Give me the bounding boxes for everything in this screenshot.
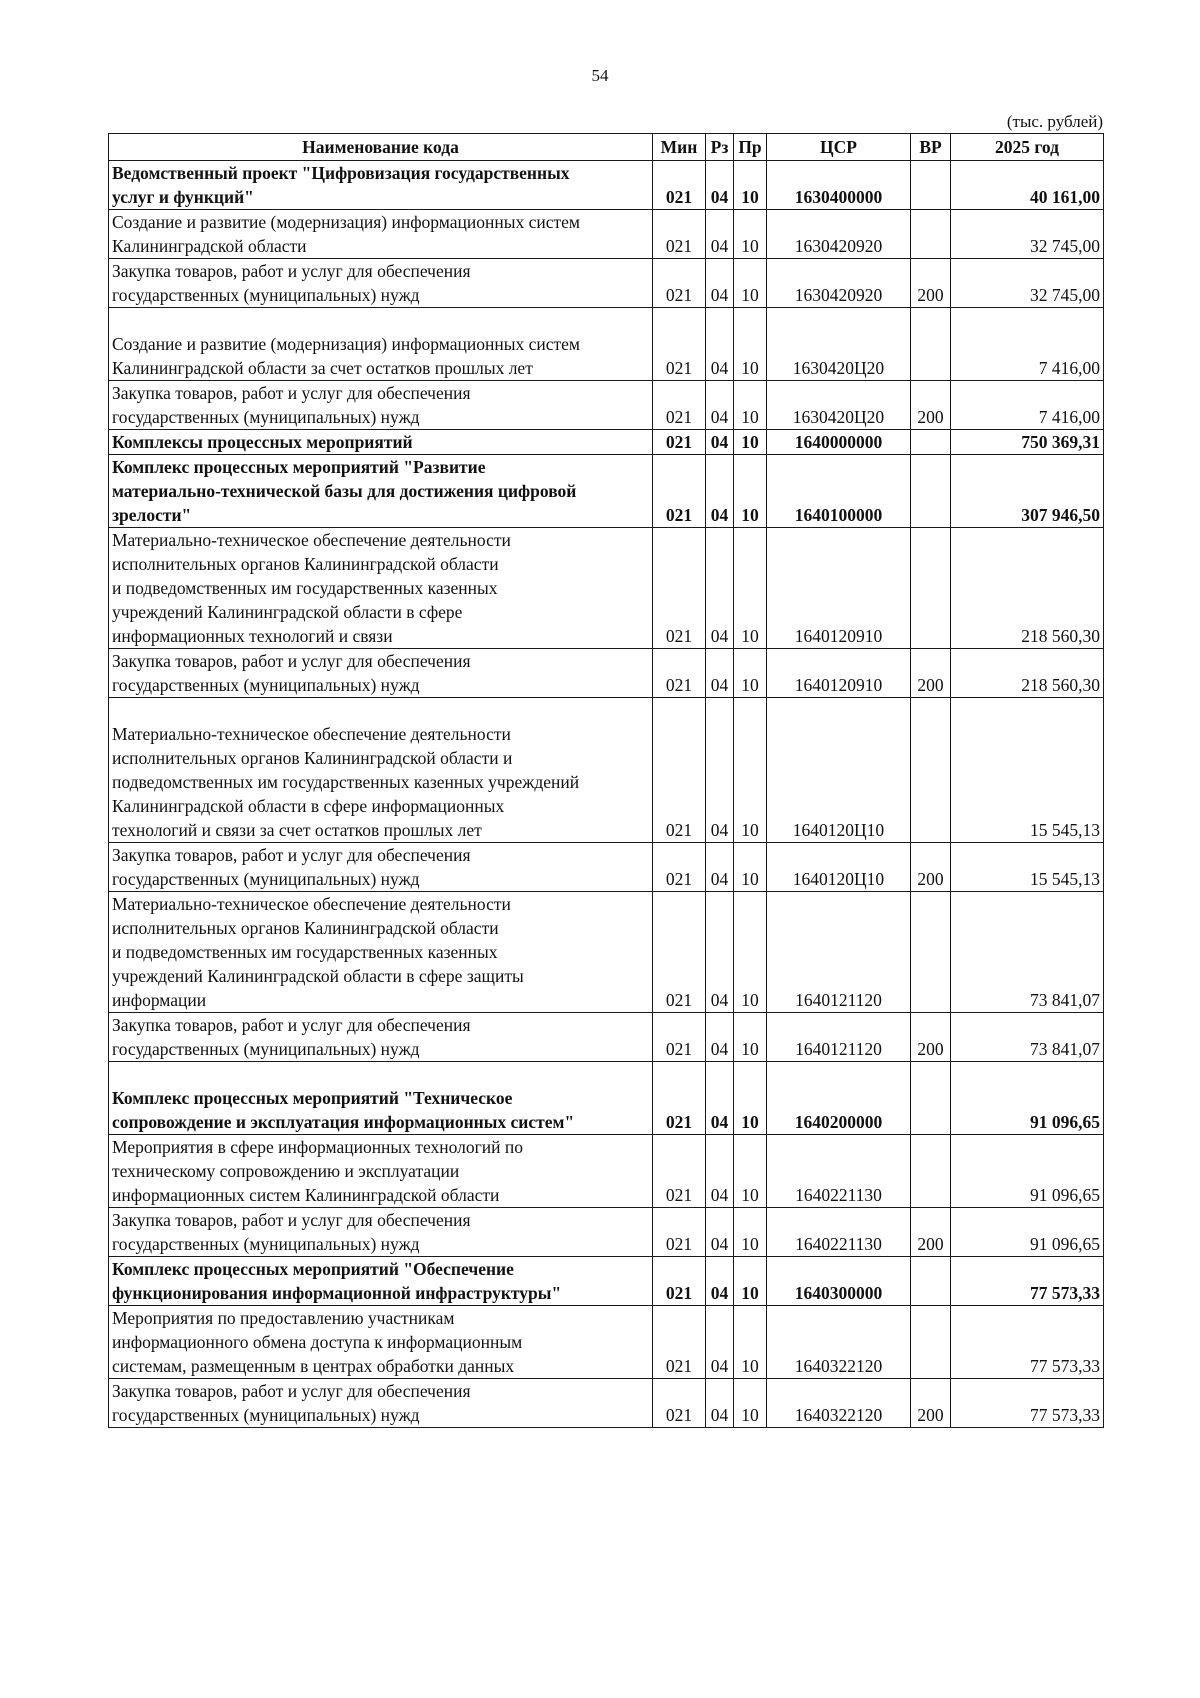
cell-amount: 32 745,00: [951, 259, 1104, 308]
cell-csr: 1640221130: [767, 1208, 911, 1257]
cell-pr: 10: [734, 892, 767, 1013]
cell-min: 021: [653, 1013, 706, 1062]
table-row: [109, 259, 1104, 308]
table-row: [109, 1208, 1104, 1257]
cell-min: 021: [653, 1306, 706, 1379]
cell-csr: 1640200000: [767, 1062, 911, 1135]
cell-rz: 04: [706, 210, 734, 259]
cell-rz: 04: [706, 381, 734, 430]
cell-name: [109, 1013, 653, 1062]
page-number: 54: [591, 66, 609, 85]
cell-name: [109, 1306, 653, 1379]
cell-min: 021: [653, 1208, 706, 1257]
cell-name-line: Калининградской области: [112, 236, 307, 256]
cell-name-line: учреждений Калининградской области в сфере: [112, 602, 463, 622]
units-label: (тыс. рублей): [1006, 112, 1103, 131]
cell-name-line: Закупка товаров, работ и услуг для обеспечения: [112, 261, 471, 281]
cell-csr: 1640120910: [767, 649, 911, 698]
cell-pr: 10: [734, 1135, 767, 1208]
cell-pr: 10: [734, 381, 767, 430]
cell-vr: [911, 528, 951, 649]
cell-pr: 10: [734, 1257, 767, 1306]
cell-amount: 7 416,00: [951, 308, 1104, 381]
cell-name-line: Создание и развитие (модернизация) информационных систем: [112, 334, 580, 354]
cell-name-line: государственных (муниципальных) нужд: [112, 407, 420, 427]
cell-name-line: государственных (муниципальных) нужд: [112, 285, 420, 305]
cell-vr: [911, 430, 951, 455]
cell-rz: 04: [706, 698, 734, 843]
table-row: [109, 528, 1104, 649]
cell-rz: 04: [706, 1208, 734, 1257]
cell-name-line: зрелости": [112, 505, 192, 525]
cell-name-line: Комплекс процессных мероприятий "Обеспечение: [112, 1259, 514, 1279]
cell-name-line: государственных (муниципальных) нужд: [112, 1234, 420, 1254]
table-row: [109, 1135, 1104, 1208]
cell-pr: 10: [734, 430, 767, 455]
cell-name: [109, 1257, 653, 1306]
cell-min: 021: [653, 1379, 706, 1428]
cell-pr: 10: [734, 1062, 767, 1135]
column-header-name: Наименование кода: [109, 134, 653, 161]
cell-csr: 1640120Ц10: [767, 843, 911, 892]
cell-name-line: системам, размещенным в центрах обработки данных: [112, 1356, 515, 1376]
column-header-min: Мин: [653, 134, 706, 161]
cell-name: [109, 308, 653, 381]
cell-rz: 04: [706, 430, 734, 455]
cell-csr: 1640322120: [767, 1306, 911, 1379]
cell-name-line: подведомственных им государственных казенных учреждений: [112, 772, 580, 792]
cell-name-line: государственных (муниципальных) нужд: [112, 1039, 420, 1059]
cell-name: [109, 698, 653, 843]
cell-name: [109, 649, 653, 698]
cell-name: [109, 381, 653, 430]
cell-name-line: Закупка товаров, работ и услуг для обеспечения: [112, 383, 471, 403]
table-row: [109, 892, 1104, 1013]
cell-name-line: и подведомственных им государственных казенных: [112, 942, 498, 962]
cell-vr: 200: [911, 1208, 951, 1257]
cell-min: 021: [653, 649, 706, 698]
cell-name-line: исполнительных органов Калининградской области и: [112, 748, 513, 768]
cell-name-line: Калининградской области в сфере информационных: [112, 796, 505, 816]
table-header-row: [109, 134, 1104, 161]
cell-csr: 1630420920: [767, 259, 911, 308]
cell-min: 021: [653, 161, 706, 210]
cell-amount: 218 560,30: [951, 528, 1104, 649]
cell-vr: 200: [911, 843, 951, 892]
cell-amount: 15 545,13: [951, 698, 1104, 843]
cell-name: [109, 892, 653, 1013]
cell-min: 021: [653, 430, 706, 455]
cell-name-line: Комплекс процессных мероприятий "Техническое: [112, 1088, 513, 1108]
cell-vr: [911, 308, 951, 381]
cell-name: [109, 1208, 653, 1257]
cell-vr: 200: [911, 649, 951, 698]
cell-vr: [911, 1135, 951, 1208]
cell-name-line: Создание и развитие (модернизация) информационных систем: [112, 212, 580, 232]
cell-amount: 307 946,50: [951, 455, 1104, 528]
cell-name-line: исполнительных органов Калининградской области: [112, 918, 499, 938]
cell-rz: 04: [706, 1013, 734, 1062]
cell-name-line: Закупка товаров, работ и услуг для обеспечения: [112, 1210, 471, 1230]
cell-name-line: технологий и связи за счет остатков прошлых лет: [112, 820, 482, 840]
column-header-pr: Пр: [734, 134, 767, 161]
table-row: [109, 1379, 1104, 1428]
cell-vr: [911, 455, 951, 528]
cell-name-line: Материально-техническое обеспечение деятельности: [112, 530, 511, 550]
cell-amount: 91 096,65: [951, 1208, 1104, 1257]
cell-vr: [911, 161, 951, 210]
cell-pr: 10: [734, 210, 767, 259]
cell-pr: 10: [734, 698, 767, 843]
cell-name-line: Закупка товаров, работ и услуг для обеспечения: [112, 651, 471, 671]
cell-amount: 15 545,13: [951, 843, 1104, 892]
cell-amount: 218 560,30: [951, 649, 1104, 698]
cell-name-line: Мероприятия в сфере информационных технологий по: [112, 1137, 524, 1157]
cell-rz: 04: [706, 843, 734, 892]
cell-min: 021: [653, 892, 706, 1013]
cell-pr: 10: [734, 455, 767, 528]
row-spacer: [112, 1062, 649, 1086]
table-row: [109, 649, 1104, 698]
cell-vr: [911, 698, 951, 843]
cell-min: 021: [653, 381, 706, 430]
cell-rz: 04: [706, 308, 734, 381]
cell-pr: 10: [734, 1208, 767, 1257]
column-header-csr: ЦСР: [767, 134, 911, 161]
cell-vr: [911, 1062, 951, 1135]
cell-amount: 7 416,00: [951, 381, 1104, 430]
cell-csr: 1640221130: [767, 1135, 911, 1208]
cell-min: 021: [653, 308, 706, 381]
cell-name-line: услуг и функций": [112, 187, 254, 207]
cell-name-line: государственных (муниципальных) нужд: [112, 869, 420, 889]
cell-amount: 77 573,33: [951, 1306, 1104, 1379]
cell-name-line: Закупка товаров, работ и услуг для обеспечения: [112, 1015, 471, 1035]
cell-min: 021: [653, 1257, 706, 1306]
cell-csr: 1630420Ц20: [767, 381, 911, 430]
table-row: [109, 210, 1104, 259]
cell-rz: 04: [706, 1306, 734, 1379]
cell-rz: 04: [706, 528, 734, 649]
cell-name-line: сопровождение и эксплуатация информационных систем": [112, 1112, 575, 1132]
cell-amount: 91 096,65: [951, 1135, 1104, 1208]
cell-rz: 04: [706, 455, 734, 528]
cell-min: 021: [653, 259, 706, 308]
cell-min: 021: [653, 528, 706, 649]
cell-min: 021: [653, 1062, 706, 1135]
cell-name-line: и подведомственных им государственных казенных: [112, 578, 498, 598]
table-row: [109, 843, 1104, 892]
cell-amount: 40 161,00: [951, 161, 1104, 210]
cell-name: [109, 210, 653, 259]
cell-pr: 10: [734, 308, 767, 381]
cell-csr: 1640100000: [767, 455, 911, 528]
cell-name: [109, 528, 653, 649]
cell-vr: 200: [911, 1379, 951, 1428]
cell-csr: 1640120Ц10: [767, 698, 911, 843]
cell-name-line: информационных технологий и связи: [112, 626, 393, 646]
table-row: [109, 455, 1104, 528]
cell-name-line: государственных (муниципальных) нужд: [112, 1405, 420, 1425]
cell-amount: 32 745,00: [951, 210, 1104, 259]
cell-rz: 04: [706, 259, 734, 308]
cell-vr: 200: [911, 259, 951, 308]
table-row: [109, 381, 1104, 430]
cell-name: [109, 430, 653, 455]
table-row: [109, 1062, 1104, 1135]
cell-rz: 04: [706, 1135, 734, 1208]
cell-name-line: информационных систем Калининградской области: [112, 1185, 500, 1205]
cell-csr: 1630420Ц20: [767, 308, 911, 381]
table-row: [109, 308, 1104, 381]
cell-vr: 200: [911, 1013, 951, 1062]
cell-name-line: государственных (муниципальных) нужд: [112, 675, 420, 695]
cell-name: [109, 1135, 653, 1208]
row-spacer: [112, 308, 649, 332]
cell-name: [109, 843, 653, 892]
cell-pr: 10: [734, 528, 767, 649]
cell-name-line: Мероприятия по предоставлению участникам: [112, 1308, 455, 1328]
cell-csr: 1640121120: [767, 892, 911, 1013]
cell-name: [109, 455, 653, 528]
cell-pr: 10: [734, 1013, 767, 1062]
cell-rz: 04: [706, 649, 734, 698]
cell-pr: 10: [734, 1306, 767, 1379]
cell-rz: 04: [706, 1257, 734, 1306]
cell-amount: 91 096,65: [951, 1062, 1104, 1135]
cell-amount: 77 573,33: [951, 1257, 1104, 1306]
cell-name: [109, 161, 653, 210]
cell-amount: 750 369,31: [951, 430, 1104, 455]
cell-name-line: Ведомственный проект "Цифровизация государственных: [112, 163, 570, 183]
cell-rz: 04: [706, 1062, 734, 1135]
cell-min: 021: [653, 698, 706, 843]
cell-csr: 1640322120: [767, 1379, 911, 1428]
cell-rz: 04: [706, 161, 734, 210]
cell-vr: [911, 1306, 951, 1379]
table-row: [109, 1257, 1104, 1306]
cell-amount: 77 573,33: [951, 1379, 1104, 1428]
cell-name-line: исполнительных органов Калининградской области: [112, 554, 499, 574]
cell-csr: 1630400000: [767, 161, 911, 210]
cell-pr: 10: [734, 649, 767, 698]
cell-rz: 04: [706, 1379, 734, 1428]
cell-name-line: Материально-техническое обеспечение деятельности: [112, 724, 511, 744]
cell-name-line: Комплексы процессных мероприятий: [112, 432, 413, 452]
cell-name: [109, 1062, 653, 1135]
table-row: [109, 1306, 1104, 1379]
cell-name: [109, 1379, 653, 1428]
cell-min: 021: [653, 455, 706, 528]
cell-csr: 1640121120: [767, 1013, 911, 1062]
cell-pr: 10: [734, 843, 767, 892]
row-spacer: [112, 698, 649, 722]
cell-name-line: Закупка товаров, работ и услуг для обеспечения: [112, 845, 471, 865]
cell-min: 021: [653, 1135, 706, 1208]
column-header-rz: Рз: [706, 134, 734, 161]
cell-min: 021: [653, 843, 706, 892]
cell-vr: 200: [911, 381, 951, 430]
cell-name-line: Закупка товаров, работ и услуг для обеспечения: [112, 1381, 471, 1401]
cell-name-line: Калининградской области за счет остатков прошлых лет: [112, 358, 533, 378]
budget-table: [108, 133, 1104, 1428]
cell-name: [109, 259, 653, 308]
cell-name-line: Комплекс процессных мероприятий "Развитие: [112, 457, 486, 477]
cell-pr: 10: [734, 161, 767, 210]
table-row: [109, 1013, 1104, 1062]
cell-name-line: техническому сопровождению и эксплуатации: [112, 1161, 460, 1181]
cell-pr: 10: [734, 1379, 767, 1428]
cell-vr: [911, 892, 951, 1013]
cell-name-line: информации: [112, 990, 207, 1010]
cell-amount: 73 841,07: [951, 892, 1104, 1013]
cell-vr: [911, 1257, 951, 1306]
cell-vr: [911, 210, 951, 259]
cell-csr: 1630420920: [767, 210, 911, 259]
cell-pr: 10: [734, 259, 767, 308]
table-row: [109, 161, 1104, 210]
cell-rz: 04: [706, 892, 734, 1013]
cell-name-line: функционирования информационной инфраструктуры": [112, 1283, 562, 1303]
cell-name-line: Материально-техническое обеспечение деятельности: [112, 894, 511, 914]
cell-name-line: информационного обмена доступа к информационным: [112, 1332, 523, 1352]
cell-csr: 1640120910: [767, 528, 911, 649]
cell-csr: 1640300000: [767, 1257, 911, 1306]
cell-name-line: материально-технической базы для достижения цифровой: [112, 481, 577, 501]
cell-name-line: учреждений Калининградской области в сфере защиты: [112, 966, 524, 986]
table-row: [109, 430, 1104, 455]
column-header-year: 2025 год: [951, 134, 1104, 161]
column-header-vr: ВР: [911, 134, 951, 161]
table-row: [109, 698, 1104, 843]
cell-amount: 73 841,07: [951, 1013, 1104, 1062]
table-body: [109, 161, 1104, 1428]
cell-min: 021: [653, 210, 706, 259]
cell-csr: 1640000000: [767, 430, 911, 455]
